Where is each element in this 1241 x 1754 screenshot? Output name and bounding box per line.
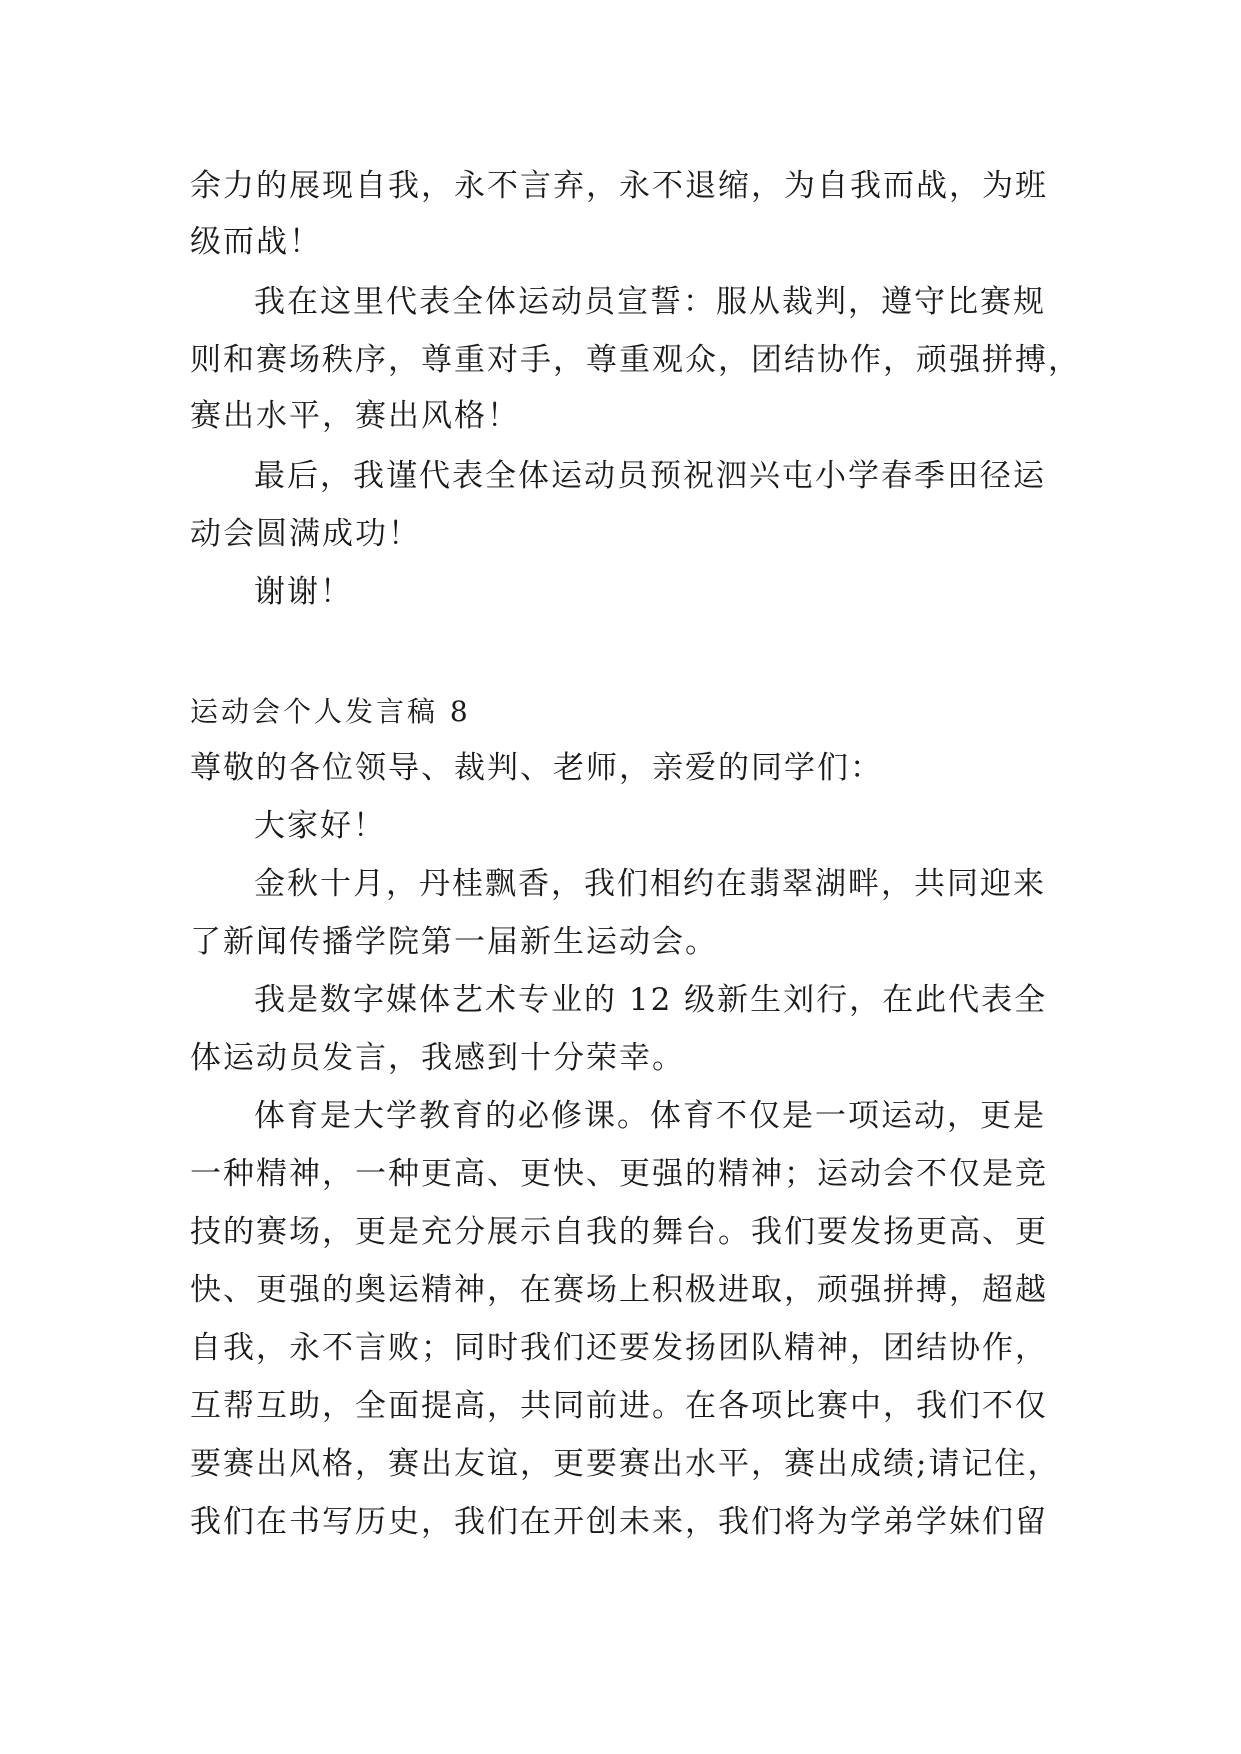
text-line: 要赛出风格，赛出友谊，更要赛出水平，赛出成绩;请记住， [190,1446,1061,1482]
text-line: 我在这里代表全体运动员宣誓：服从裁判，遵守比赛规 [254,284,1046,320]
text-line: 互帮互助，全面提高，共同前进。在各项比赛中，我们不仅 [190,1388,1048,1424]
text-line: 谢谢！ [254,574,353,610]
text-line: 动会圆满成功！ [190,516,421,552]
text-line: 最后，我谨代表全体运动员预祝泗兴屯小学春季田径运 [254,458,1046,494]
section-heading: 运动会个人发言稿 8 [190,695,471,728]
text-line: 体运动员发言，我感到十分荣幸。 [190,1040,685,1076]
text-line: 则和赛场秩序，尊重对手，尊重观众，团结协作，顽强拼搏， [190,342,1081,378]
text-line: 赛出水平，赛出风格！ [190,398,520,434]
text-line: 金秋十月，丹桂飘香，我们相约在翡翠湖畔，共同迎来 [254,866,1046,902]
text-line: 一种精神，一种更高、更快、更强的精神；运动会不仅是竞 [190,1156,1048,1192]
text-line: 快、更强的奥运精神，在赛场上积极进取，顽强拼搏，超越 [190,1272,1048,1308]
text-line: 我是数字媒体艺术专业的 12 级新生刘行，在此代表全 [254,982,1048,1018]
text-line: 余力的展现自我，永不言弃，永不退缩，为自我而战，为班 [190,168,1048,204]
text-line: 我们在书写历史，我们在开创未来，我们将为学弟学妹们留 [190,1504,1048,1540]
salutation: 尊敬的各位领导、裁判、老师，亲爱的同学们： [190,750,883,786]
text-line: 自我，永不言败；同时我们还要发扬团队精神，团结协作， [190,1330,1048,1366]
text-line: 级而战！ [190,224,322,260]
text-line: 了新闻传播学院第一届新生运动会。 [190,924,718,960]
text-line: 大家好！ [254,808,386,844]
text-line: 技的赛场，更是充分展示自我的舞台。我们要发扬更高、更 [190,1214,1048,1250]
text-line: 体育是大学教育的必修课。体育不仅是一项运动，更是 [254,1098,1046,1134]
